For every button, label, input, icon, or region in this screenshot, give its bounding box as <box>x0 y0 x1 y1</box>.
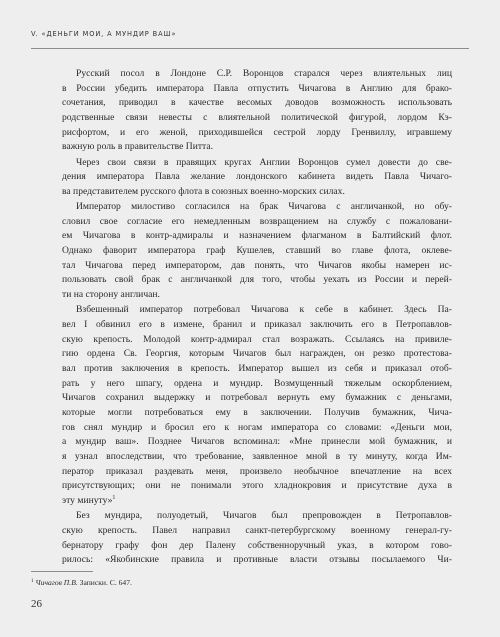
text-line: ти на сторону англичан. <box>62 289 160 301</box>
footnote-rule <box>31 571 93 572</box>
text-line: гию ордена Св. Георгия, которым Чичагов был награжден, он резко протестова- <box>62 348 452 360</box>
text-line: гов снял мундир и бросил его к ногам императора со словами: «Деньги мои, <box>62 421 452 433</box>
header-rule <box>31 48 469 49</box>
text-line: вал против заключения в крепость. Император вышел из себя и приказал отоб- <box>62 362 452 374</box>
text-line: Взбешенный император потребовал Чичагова к себе в кабинет. Здесь Па- <box>76 304 452 316</box>
text-line: скую крепость. Павел направил санкт-петербургскому военному генерал-гу- <box>62 524 452 536</box>
paragraph <box>62 156 452 200</box>
text-line: я узнал впоследствии, что требование, заявленное мной в ту минуту, когда Им- <box>62 451 452 463</box>
footnote-text: Записки. С. 647. <box>79 578 132 587</box>
text-line: дения императора Павла желание лондонского кабинета видеть Павла Чичаго- <box>62 171 452 183</box>
text-line: которые могли потребоваться ему в заключении. Получив бумажник, Чича- <box>62 406 452 418</box>
text-line: сочетания, приводил в качестве весомых доводов возможность использовать <box>62 97 452 109</box>
text-line: ператор приказал раздевать меня, произвело необычное впечатление на всех <box>62 465 452 477</box>
paragraph <box>62 200 452 303</box>
paragraph <box>62 509 452 568</box>
footnote-reference[interactable]: 1 <box>112 495 116 502</box>
text-line: Русский посол в Лондоне С.Р. Воронцов старался через влиятельных лиц <box>76 68 452 79</box>
body-text <box>62 67 452 568</box>
text-line <box>62 494 452 509</box>
footnote-number: 1 <box>31 579 34 584</box>
text-line: Чичагов сохранил выдержку и потребовал вернуть ему бумажник с деньгами, <box>62 392 452 404</box>
footnote <box>31 578 132 587</box>
text-line: словил свое согласие его немедленным возвращением на службу с пожаловани- <box>62 215 452 227</box>
text-line: ем Чичагова в контр-адмиралы и назначением флагманом в Балтийский флот. <box>62 230 452 242</box>
text-line: скую крепость. Молодой контр-адмирал стал возражать. Ссылаясь на привиле- <box>62 333 452 345</box>
footnote-author: Чичагов П.В. <box>35 578 78 587</box>
text-line-content: эту минуту» <box>62 495 113 507</box>
page-number: 26 <box>31 598 42 610</box>
text-line: вел I обвинил его в измене, бранил и приказал заключить его в Петропавлов- <box>62 318 452 330</box>
text-line: в России убедить императора Павла отпустить Чичагова в Англию для брако- <box>62 82 452 94</box>
text-line: бернатору графу фон дер Палену собственноручный указ, в котором гово- <box>62 539 452 551</box>
text-line: рилось: «Якобинские правила и противные власти отзывы посылаемого Чи- <box>62 554 452 566</box>
text-line: рать у него шпагу, ордена и мундир. Возмущенный тяжелым оскорблением, <box>62 377 452 389</box>
text-line: родственные связи невесты с влиятельной политической фигурой, лордом Кэ- <box>62 112 452 124</box>
running-head: V. «ДЕНЬГИ МОИ, А МУНДИР ВАШ» <box>31 30 177 38</box>
text-line: важную роль в правительстве Питта. <box>62 141 214 153</box>
text-line: ва представителем русского флота в союзных военно-морских силах. <box>62 185 345 197</box>
text-line: а мундир ваш». Позднее Чичагов вспоминал: «Мне принесли мой бумажник, и <box>62 436 452 448</box>
text-line: Однако фаворит императора граф Кушелев, ставший во главе флота, оклеве- <box>62 245 452 257</box>
text-line: тал Чичагова перед императором, дав понять, что Чичагов якобы намерен ис- <box>62 259 452 271</box>
text-line: Без мундира, полуодетый, Чичагов был препровожден в Петропавлов- <box>76 510 452 522</box>
paragraph <box>62 303 452 509</box>
text-line: пользовать свой брак с англичанкой для того, чтобы уехать из России и перей- <box>62 274 452 286</box>
text-line: присутствующих; они не понимали этого хладнокровия и присутствие духа в <box>62 480 452 492</box>
text-line: Император милостиво согласился на брак Чичагова с англичанкой, но обу- <box>76 200 452 212</box>
text-line: Через свои связи в правящих кругах Англии Воронцов сумел довести до све- <box>76 156 452 168</box>
text-line: рисфортом, и его женой, приходившейся сестрой лорду Гренвиллу, игравшему <box>62 126 452 138</box>
paragraph <box>62 67 452 155</box>
